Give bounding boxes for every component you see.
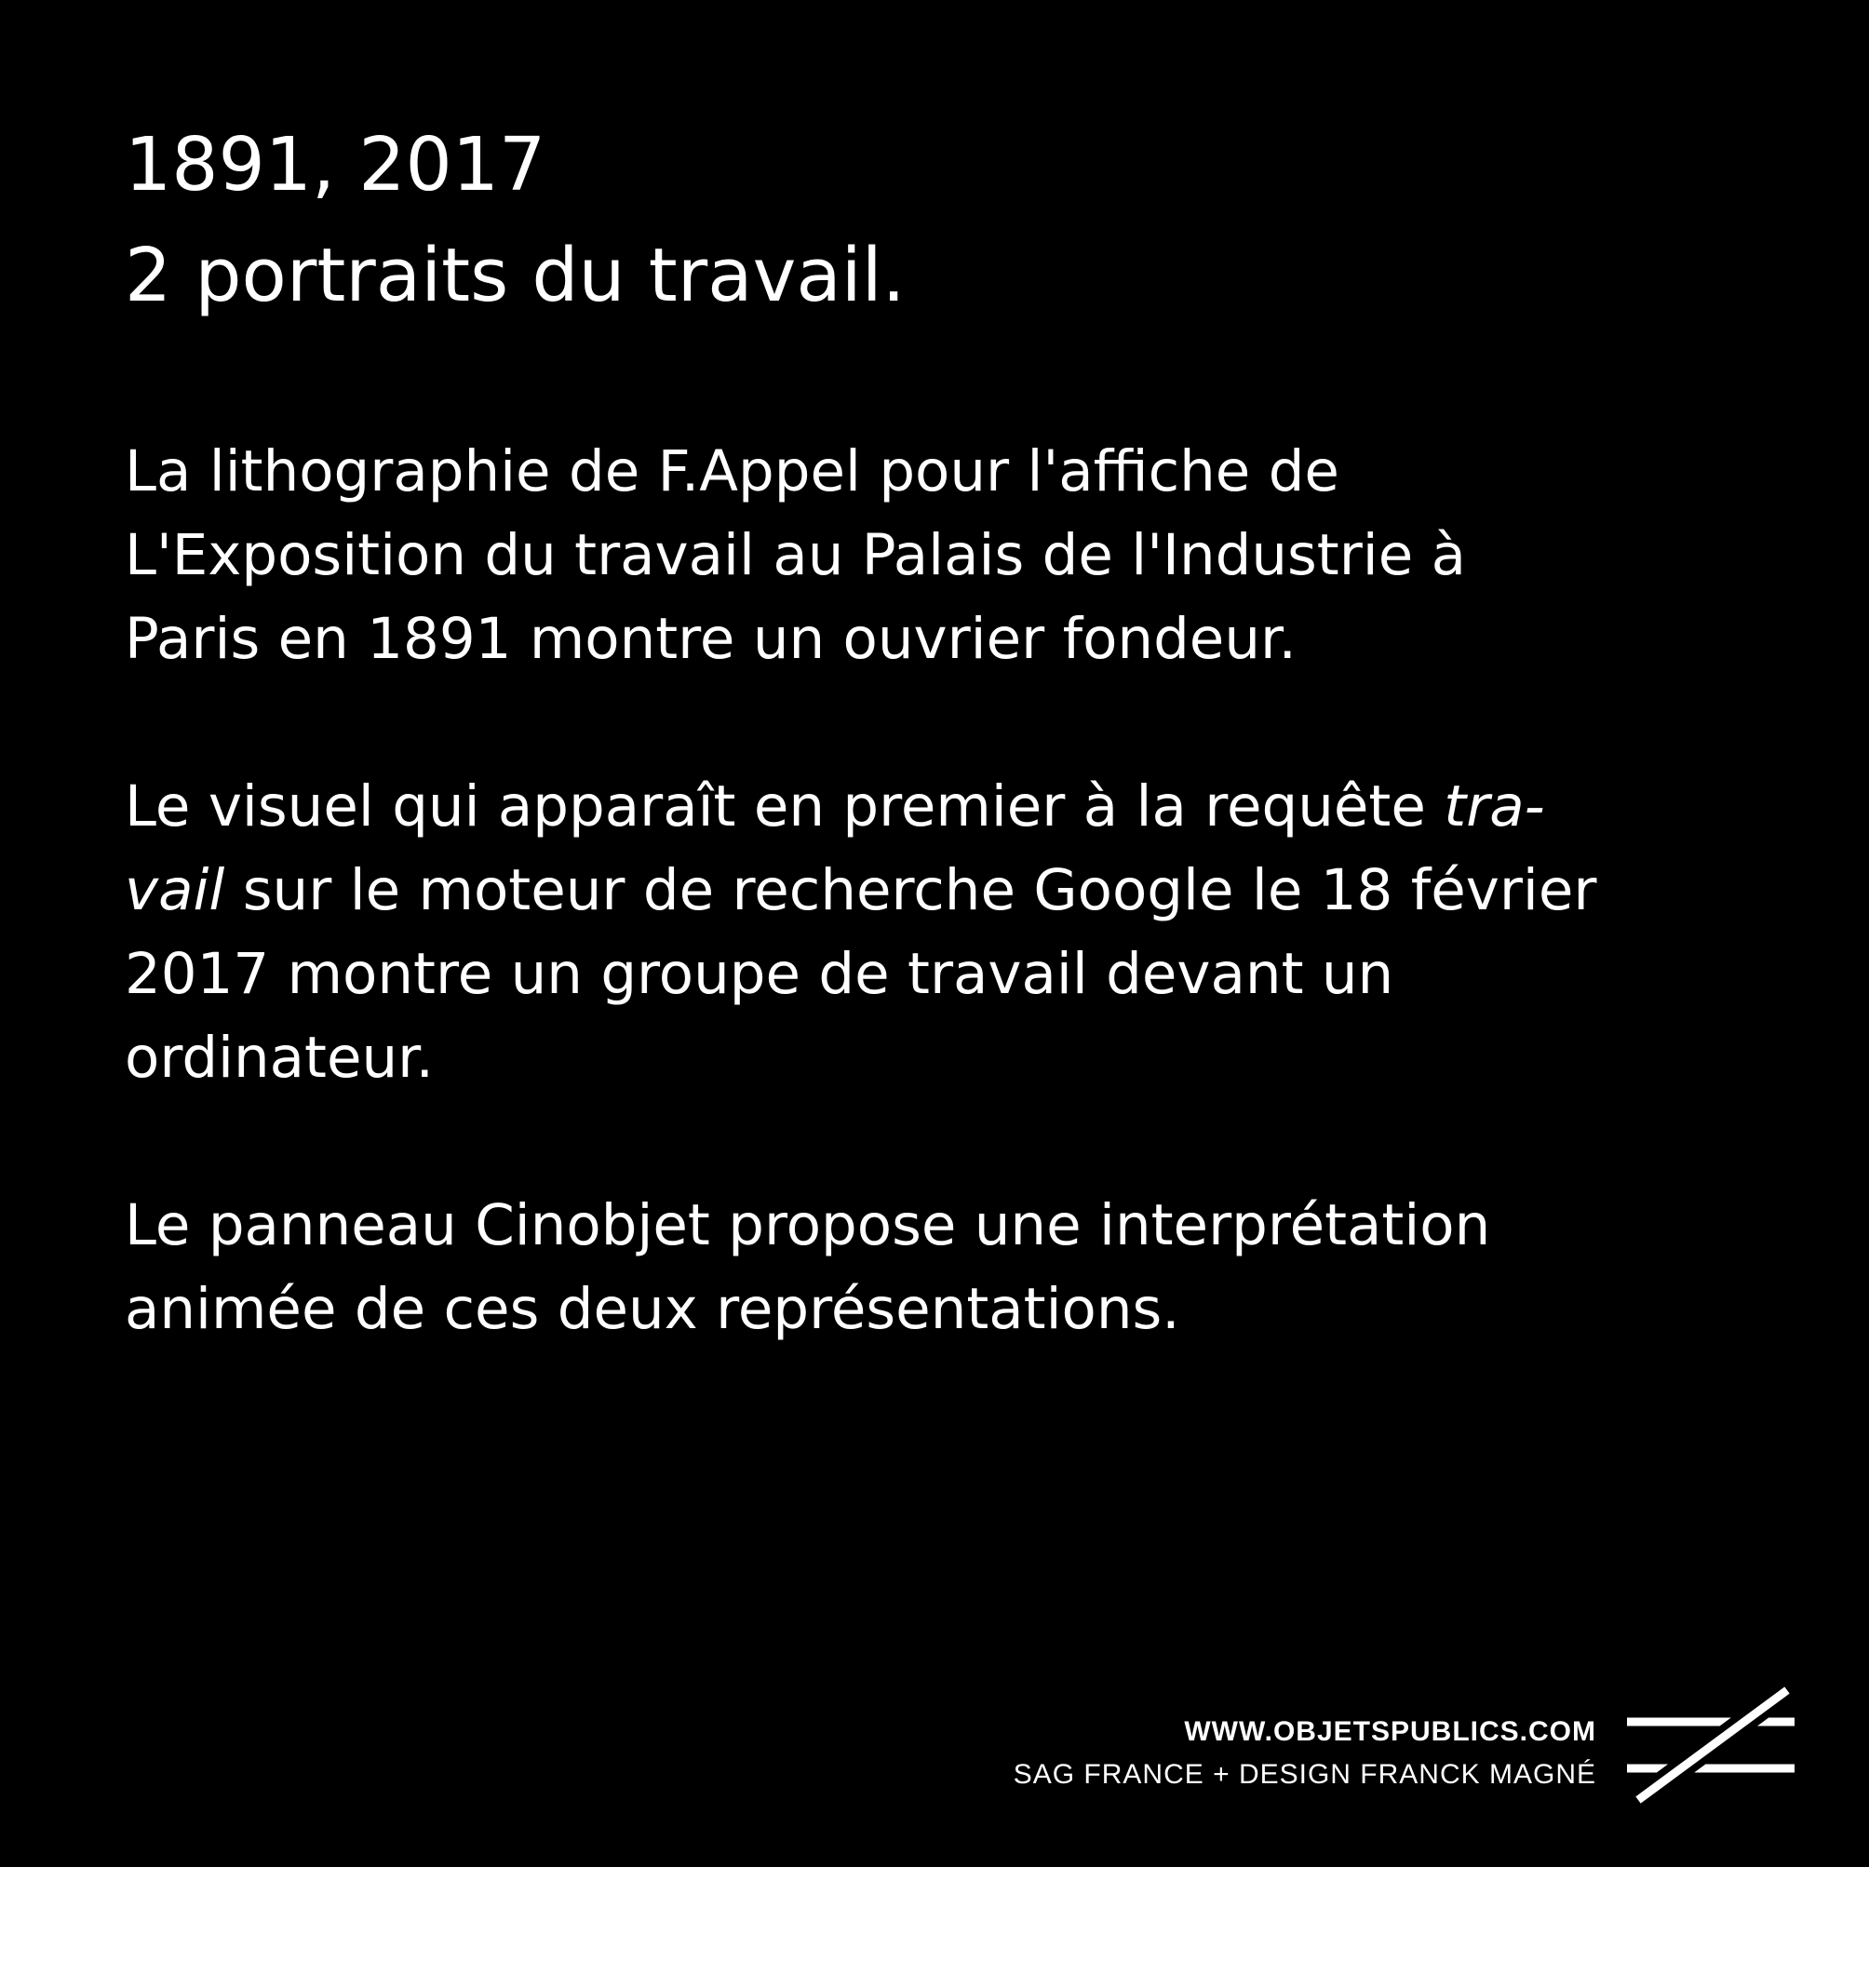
website-url: WWW.OBJETSPUBLICS.COM — [1184, 1716, 1596, 1747]
credits-block — [1014, 1711, 1596, 1796]
paragraph-google-visual — [125, 765, 1763, 1100]
paragraph-line: animée de ces deux représentations. — [125, 1276, 1180, 1342]
query-term-start: tra- — [1444, 773, 1545, 840]
objets-publics-logo-icon — [1625, 1686, 1795, 1804]
page-title — [125, 110, 1763, 331]
paragraph-text-segment: Le visuel qui apparaît en premier à la requête — [125, 773, 1445, 840]
paragraph-line: Paris en 1891 montre un ouvrier fondeur. — [125, 606, 1297, 672]
paragraph-cinobjet — [125, 1184, 1763, 1351]
query-term-end: vail — [125, 857, 225, 923]
paragraph-line — [125, 849, 1763, 933]
paragraph-line: L'Exposition du travail au Palais de l'Industrie à — [125, 522, 1467, 588]
credits-byline: SAG FRANCE + DESIGN FRANCK MAGNÉ — [1013, 1759, 1596, 1790]
paragraph-line: Le panneau Cinobjet propose une interprétation — [125, 1192, 1491, 1258]
paragraph-line: ordinateur. — [125, 1025, 435, 1091]
paragraph-text-segment: sur le moteur de recherche Google le 18 février — [224, 857, 1597, 923]
title-line-years: 1891, 2017 — [125, 122, 546, 208]
paragraph-line — [125, 765, 1763, 849]
paragraph-lithography — [125, 430, 1763, 681]
title-line-subtitle: 2 portraits du travail. — [125, 233, 906, 318]
paragraph-line: 2017 montre un groupe de travail devant un — [125, 941, 1394, 1007]
paragraph-line: La lithographie de F.Appel pour l'affiche de — [125, 438, 1339, 504]
